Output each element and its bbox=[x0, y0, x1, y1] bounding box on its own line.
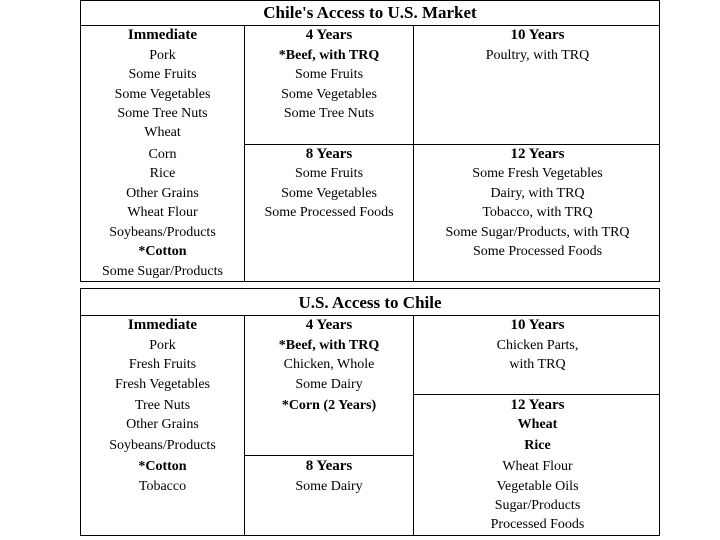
list-item: Some Fruits bbox=[128, 67, 197, 82]
list-item: Tobacco bbox=[138, 479, 187, 494]
list-item: Some Processed Foods bbox=[472, 244, 603, 259]
list-item: Rice bbox=[524, 438, 551, 453]
us-access-table bbox=[80, 288, 660, 536]
column-header-4-years: 4 Years bbox=[305, 27, 353, 43]
list-item: Tree Nuts bbox=[134, 398, 191, 413]
list-item: Some Dairy bbox=[295, 377, 363, 392]
list-item: Some Processed Foods bbox=[264, 205, 394, 220]
divider bbox=[244, 455, 414, 456]
column-header-immediate: Immediate bbox=[127, 317, 198, 333]
list-item: Some Dairy bbox=[295, 479, 363, 494]
list-item: *Cotton bbox=[138, 244, 187, 259]
column-header-8-years: 8 Years bbox=[305, 146, 353, 162]
column-header-12-years: 12 Years bbox=[510, 397, 565, 413]
list-item: *Beef, with TRQ bbox=[278, 48, 380, 63]
list-item: Soybeans/Products bbox=[109, 438, 216, 453]
list-item: Some Sugar/Products, with TRQ bbox=[445, 225, 630, 240]
list-item: Rice bbox=[149, 166, 176, 181]
list-item: Sugar/Products bbox=[494, 498, 581, 513]
list-item: Some Tree Nuts bbox=[283, 106, 375, 121]
list-item: Some Tree Nuts bbox=[117, 106, 208, 121]
list-item: Other Grains bbox=[126, 417, 199, 432]
list-item: Some Vegetables bbox=[281, 87, 377, 102]
table-title: Chile's Access to U.S. Market bbox=[263, 3, 477, 22]
divider bbox=[413, 394, 659, 395]
list-item: with TRQ bbox=[509, 357, 566, 372]
list-item: Pork bbox=[149, 48, 176, 63]
list-item: Wheat Flour bbox=[127, 205, 198, 220]
list-item: Some Fresh Vegetables bbox=[472, 166, 603, 181]
list-item: *Cotton bbox=[138, 459, 187, 474]
column-header-8-years: 8 Years bbox=[305, 458, 353, 474]
list-item: Chicken Parts, bbox=[496, 338, 579, 353]
list-item: Chicken, Whole bbox=[283, 357, 375, 372]
list-item: Some Vegetables bbox=[281, 186, 377, 201]
column-header-10-years: 10 Years bbox=[510, 317, 565, 333]
column-header-10-years: 10 Years bbox=[510, 27, 565, 43]
list-item: Wheat Flour bbox=[502, 459, 573, 474]
list-item: *Beef, with TRQ bbox=[278, 338, 380, 353]
list-item: Soybeans/Products bbox=[109, 225, 216, 240]
list-item: Processed Foods bbox=[490, 517, 585, 532]
chile-access-table bbox=[80, 0, 660, 282]
list-item: Some Fruits bbox=[294, 166, 364, 181]
list-item: Wheat bbox=[144, 125, 181, 140]
list-item: Wheat bbox=[517, 417, 558, 432]
list-item: Other Grains bbox=[126, 186, 199, 201]
list-item: Fresh Fruits bbox=[128, 357, 197, 372]
list-item: Some Vegetables bbox=[114, 87, 211, 102]
list-item: Corn bbox=[148, 147, 177, 162]
list-item: Poultry, with TRQ bbox=[485, 48, 590, 63]
list-item: Some Fruits bbox=[294, 67, 364, 82]
list-item: *Corn (2 Years) bbox=[281, 398, 377, 413]
column-header-immediate: Immediate bbox=[127, 27, 198, 43]
list-item: Pork bbox=[149, 338, 176, 353]
list-item: Tobacco, with TRQ bbox=[482, 205, 593, 220]
column-header-12-years: 12 Years bbox=[510, 146, 565, 162]
list-item: Dairy, with TRQ bbox=[490, 186, 585, 201]
list-item: Some Sugar/Products bbox=[102, 264, 223, 279]
list-item: Vegetable Oils bbox=[496, 479, 579, 494]
column-header-4-years: 4 Years bbox=[305, 317, 353, 333]
table-title: U.S. Access to Chile bbox=[298, 293, 442, 312]
list-item: Fresh Vegetables bbox=[115, 377, 210, 392]
